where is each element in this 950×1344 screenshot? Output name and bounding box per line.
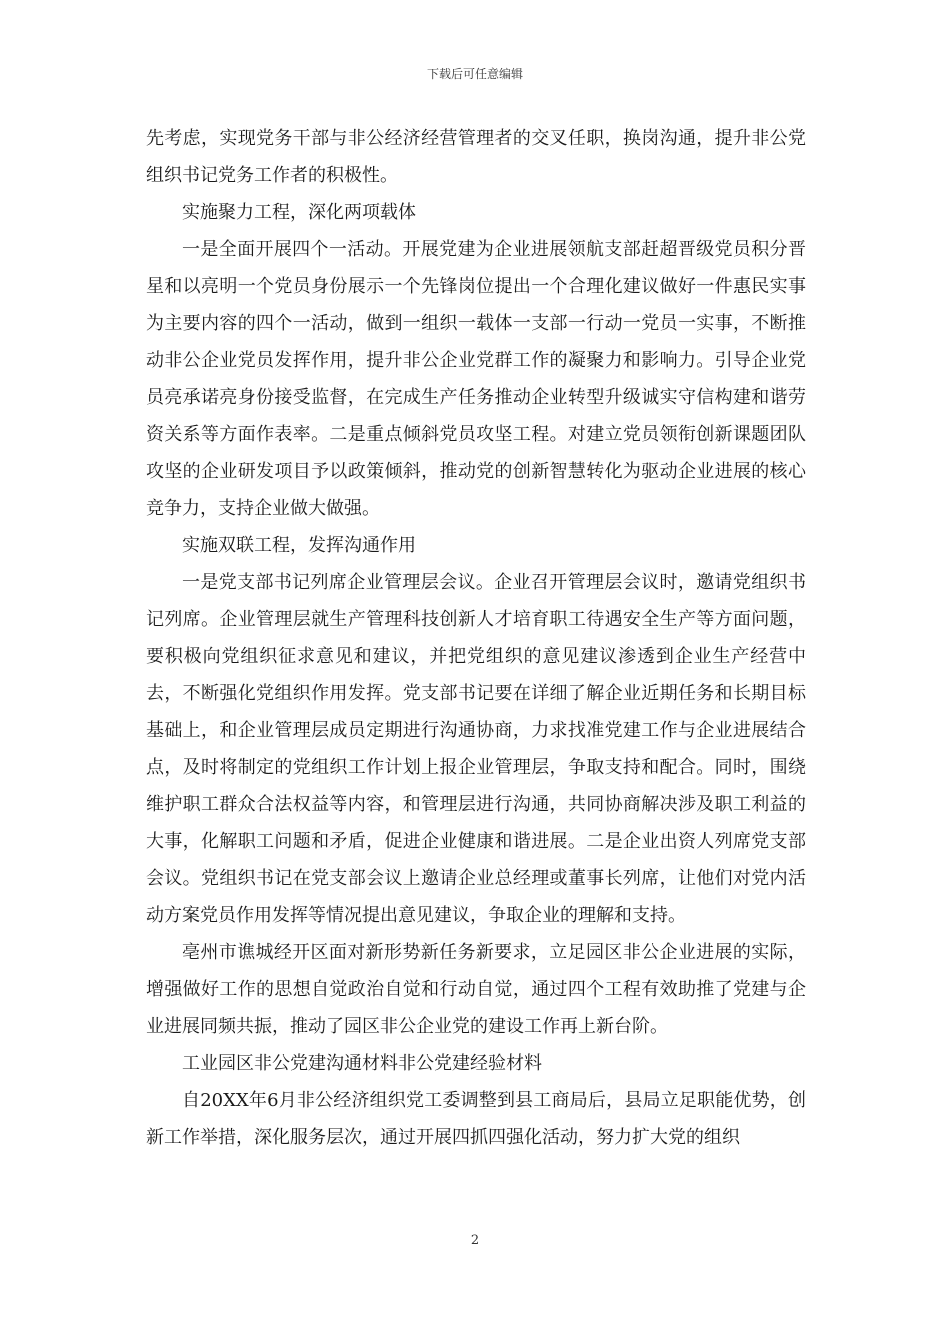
page-header: 下载后可任意编辑 [426, 67, 523, 81]
paragraph-2: 一是全面开展四个一活动。开展党建为企业进展领航支部赶超晋级党员积分晋星和以亮明一个党员身份展示一个先锋岗位提出一个合理化建议做好一件惠民实事为主要内容的四个一活动，做到一组织一载体一支部一行动一党员一实事，不断推动非公企业党员发挥作用，提升非公企业党群工作的凝聚力和影响力。引导企业党员亮承诺亮身份接受监督，在完成生产任务推动企业转型升级诚实守信构建和谐劳资关系等方面作表率。二是重点倾斜党员攻坚工程。对建立党员领衔创新课题团队攻坚的企业研发项目予以政策倾斜，推动党的创新智慧转化为驱动企业进展的核心竞争力，支持企业做大做强。 [146, 239, 806, 519]
page-number: 2 [470, 1233, 480, 1248]
section-heading-juli: 实施聚力工程，深化两项载体 [182, 202, 416, 223]
paragraph-1: 先考虑，实现党务干部与非公经济经营管理者的交叉任职，换岗沟通，提升非公党组织书记党务工作者的积极性。 [146, 128, 806, 186]
document-body [146, 120, 806, 1156]
paragraph-3: 一是党支部书记列席企业管理层会议。企业召开管理层会议时，邀请党组织书记列席。企业管理层就生产管理科技创新人才培育职工待遇安全生产等方面问题，要积极向党组织征求意见和建议，并把党组织的意见建议渗透到企业生产经营中去，不断强化党组织作用发挥。党支部书记要在详细了解企业近期任务和长期目标基础上，和企业管理层成员定期进行沟通协商，力求找准党建工作与企业进展结合点，及时将制定的党组织工作计划上报企业管理层，争取支持和配合。同时，围绕维护职工群众合法权益等内容，和管理层进行沟通，共同协商解决涉及职工利益的大事，化解职工问题和矛盾，促进企业健康和谐进展。二是企业出资人列席党支部会议。党组织书记在党支部会议上邀请企业总经理或董事长列席，让他们对党内活动方案党员作用发挥等情况提出意见建议，争取企业的理解和支持。 [146, 572, 806, 926]
paragraph-4: 亳州市谯城经开区面对新形势新任务新要求，立足园区非公企业进展的实际，增强做好工作的思想自觉政治自觉和行动自觉，通过四个工程有效助推了党建与企业进展同频共振，推动了园区非公企业党的建设工作再上新台阶。 [146, 942, 806, 1037]
paragraph-5: 自20XX年6月非公经济组织党工委调整到县工商局后，县局立足职能优势，创新工作举措，深化服务层次，通过开展四抓四强化活动，努力扩大党的组织 [146, 1090, 806, 1148]
section-heading-shuanglian: 实施双联工程，发挥沟通作用 [182, 535, 416, 556]
section-title: 工业园区非公党建沟通材料非公党建经验材料 [182, 1053, 542, 1074]
